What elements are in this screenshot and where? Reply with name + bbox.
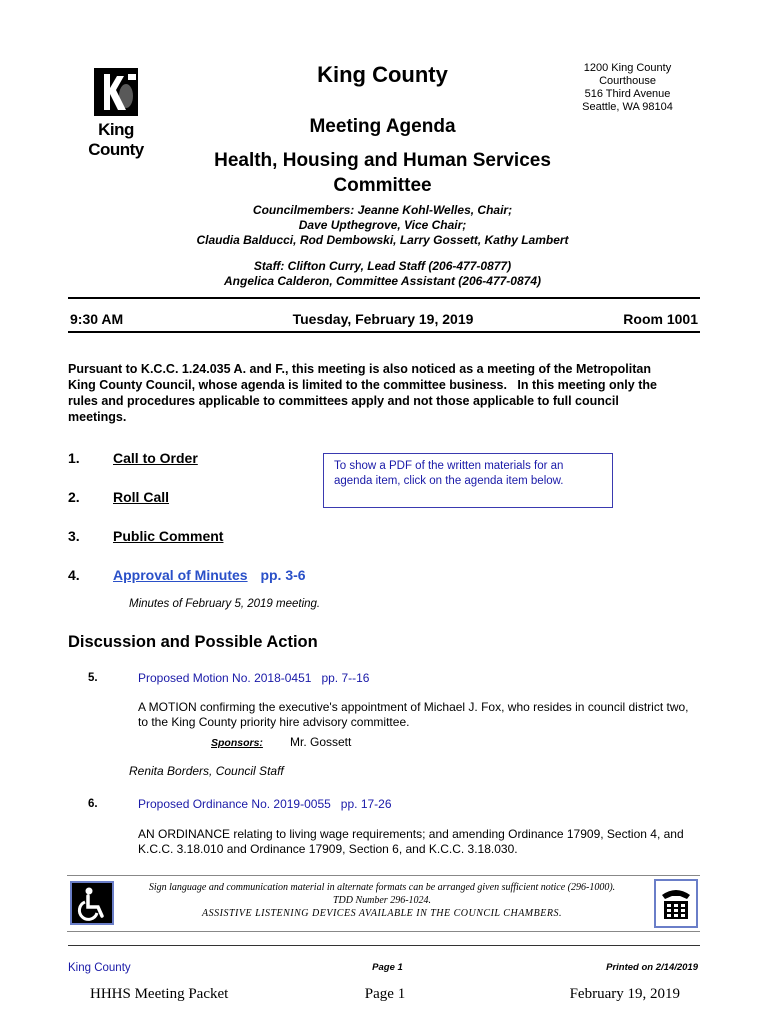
accessibility-text [127, 881, 637, 920]
org-title: King County [317, 62, 448, 87]
divider [68, 297, 700, 299]
footer-divider [68, 945, 700, 946]
item-number: 2. [68, 489, 80, 505]
committee-title-line: Health, Housing and Human Services [214, 150, 551, 171]
section-title: Discussion and Possible Action [68, 633, 318, 651]
accessibility-banner [67, 875, 700, 932]
packet-title: HHHS Meeting Packet [90, 986, 229, 1002]
address-block [560, 62, 695, 114]
item-number: 4. [68, 567, 80, 583]
accessibility-line: TDD Number 296-1024. [332, 895, 432, 906]
meeting-date: Tuesday, February 19, 2019 [292, 311, 474, 327]
item6-description-line: AN ORDINANCE relating to living wage requirements; and amending Ordinance 17909, Section 4, and [138, 827, 684, 841]
notice-line: King County Council, whose agenda is limited to the committee business. In this meeting only the [68, 378, 657, 392]
accessibility-line: Sign language and communication material in alternate formats can be arranged given sufficient notice (296-1000). [148, 882, 616, 893]
councilmembers-line: Claudia Balducci, Rod Dembowski, Larry Gossett, Kathy Lambert [196, 233, 569, 247]
item5-description-line: A MOTION confirming the executive's appointment of Michael J. Fox, who resides in council district two, [138, 700, 689, 714]
agenda-title: Meeting Agenda [309, 116, 456, 137]
notice-line: meetings. [68, 410, 127, 424]
staff-line: Angelica Calderon, Committee Assistant (206-477-0874) [224, 274, 541, 288]
agenda-item-call-to-order[interactable]: Call to Order [113, 450, 198, 466]
address-line: 516 Third Avenue [584, 88, 671, 100]
agenda-item-approval-of-minutes[interactable] [113, 567, 306, 583]
footer-page: Page 1 [372, 962, 403, 973]
address-line: Seattle, WA 98104 [582, 101, 673, 113]
notice-paragraph [68, 361, 708, 425]
sponsors-label: Sponsors: [211, 737, 263, 749]
item-number: 3. [68, 528, 80, 544]
staff-line: Staff: Clifton Curry, Lead Staff (206-477-0877) [253, 259, 512, 273]
pdf-note-line: agenda item, click on the agenda item below. [334, 475, 564, 487]
logo-text: King County [88, 120, 144, 159]
approval-of-minutes-pages[interactable]: pp. 3-6 [260, 567, 306, 583]
item-number: 5. [88, 672, 98, 684]
divider [68, 331, 700, 333]
footer-printed: Printed on 2/14/2019 [606, 962, 698, 973]
address-line: 1200 King County [583, 62, 672, 74]
item-number: 1. [68, 450, 80, 466]
item6-link[interactable]: Proposed Ordinance No. 2019-0055 pp. 17-26 [138, 797, 392, 811]
staff-contacts [150, 259, 615, 289]
king-county-logo-icon [70, 66, 162, 118]
notice-line: rules and procedures applicable to committees apply and not those applicable to full council [68, 394, 619, 408]
address-line: Courthouse [599, 75, 656, 87]
accessibility-line: ASSISTIVE LISTENING DEVICES AVAILABLE IN THE COUNCIL CHAMBERS. [202, 908, 562, 919]
councilmembers-line: Councilmembers: Jeanne Kohl-Welles, Chair; [252, 203, 513, 217]
committee-title [170, 148, 595, 198]
wheelchair-icon [70, 881, 114, 925]
item5-staff: Renita Borders, Council Staff [129, 764, 284, 778]
tdd-phone-icon [654, 879, 698, 928]
king-county-logo [70, 66, 162, 159]
item6-description-line: K.C.C. 3.18.010 and Ordinance 17909, Section 6, and K.C.C. 3.18.030. [138, 842, 518, 856]
item5-description-line: to the King County priority hire advisory committee. [138, 715, 410, 729]
packet-date: February 19, 2019 [569, 986, 680, 1002]
committee-title-line: Committee [333, 175, 432, 196]
packet-page: Page 1 [364, 986, 406, 1002]
minutes-note: Minutes of February 5, 2019 meeting. [129, 598, 321, 610]
item-number: 6. [88, 798, 98, 810]
notice-line: Pursuant to K.C.C. 1.24.035 A. and F., this meeting is also noticed as a meeting of the Metropolitan [68, 362, 651, 376]
item5-link[interactable]: Proposed Motion No. 2018-0451 pp. 7--16 [138, 671, 370, 685]
agenda-item-public-comment[interactable]: Public Comment [113, 528, 224, 544]
pdf-note-box [323, 453, 613, 508]
meeting-time: 9:30 AM [70, 311, 124, 327]
item5-description [138, 700, 718, 730]
item6-description [138, 827, 718, 857]
footer-org: King County [68, 962, 131, 974]
agenda-item-roll-call[interactable]: Roll Call [113, 489, 170, 505]
pdf-note-line: To show a PDF of the written materials for an [334, 460, 564, 472]
councilmembers [120, 203, 645, 248]
sponsors-value: Mr. Gossett [290, 735, 352, 749]
meeting-room: Room 1001 [623, 311, 698, 327]
councilmembers-line: Dave Upthegrove, Vice Chair; [298, 218, 467, 232]
approval-of-minutes-link[interactable]: Approval of Minutes [113, 567, 248, 583]
